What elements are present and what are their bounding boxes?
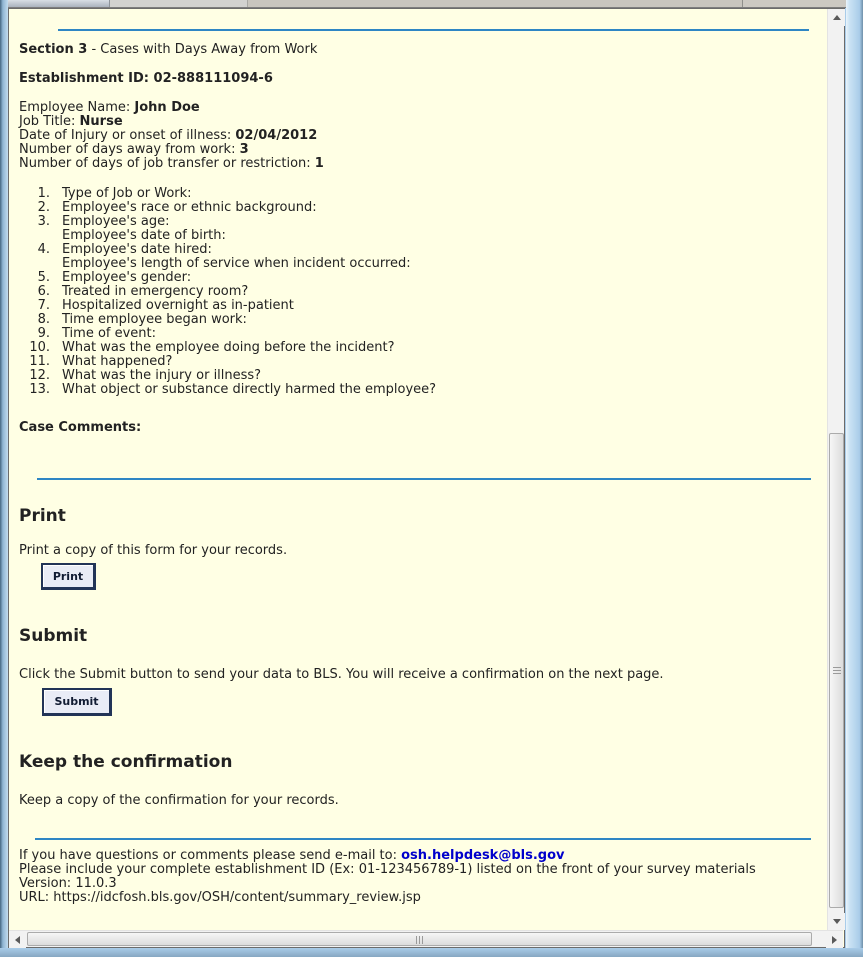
footer-block	[19, 849, 815, 905]
footer-include-id-line: Please include your complete establishment ID (Ex: 01-123456789-1) listed on the front of your survey materials	[19, 862, 756, 877]
employee-info-block	[19, 101, 815, 171]
case-question-item	[19, 341, 815, 355]
field-label: Date of Injury or onset of illness:	[19, 128, 236, 143]
question-number: 6.	[37, 284, 50, 299]
horizontal-scrollbar-track[interactable]	[26, 931, 826, 948]
case-question-item	[19, 313, 815, 327]
case-question-item	[19, 215, 815, 243]
question-number: 7.	[37, 298, 50, 313]
window-border-left	[0, 0, 8, 957]
horizontal-scrollbar-thumb[interactable]	[27, 932, 812, 946]
section-label: Section 3	[19, 42, 88, 57]
question-number: 5.	[37, 270, 50, 285]
print-description: Print a copy of this form for your records.	[19, 543, 288, 558]
question-number: 2.	[37, 200, 50, 215]
question-number: 10.	[29, 340, 50, 355]
question-text: Employee's date of birth:	[62, 228, 226, 243]
chrome-strip-segment	[743, 0, 846, 7]
footer-version-line: Version: 11.0.3	[19, 876, 117, 891]
field-value: 3	[239, 142, 249, 157]
print-button[interactable]: Print	[41, 563, 96, 590]
case-question-item	[19, 285, 815, 299]
question-number: 1.	[37, 186, 50, 201]
question-number: 11.	[29, 354, 50, 369]
window-border-bottom	[0, 948, 863, 957]
question-text: What object or substance directly harmed the employee?	[62, 382, 437, 397]
case-questions-list	[19, 187, 815, 397]
injury-date-line	[19, 129, 815, 143]
question-number: 4.	[37, 242, 50, 257]
question-text: What was the injury or illness?	[62, 368, 262, 383]
footer-contact-line	[19, 849, 815, 863]
top-divider-rule	[58, 29, 809, 31]
keep-confirmation-heading: Keep the confirmation	[19, 752, 233, 772]
thumb-grip-icon	[833, 667, 841, 674]
question-number: 13.	[29, 382, 50, 397]
document-frame	[8, 8, 845, 948]
field-label: Number of days away from work:	[19, 142, 240, 157]
question-text: Employee's length of service when incident occurred:	[62, 256, 411, 271]
case-question-item	[19, 355, 815, 369]
question-text: Employee's date hired:	[62, 242, 212, 257]
case-question-item	[19, 271, 815, 285]
case-question-item	[19, 187, 815, 201]
scroll-down-button[interactable]	[828, 913, 845, 930]
submit-heading: Submit	[19, 626, 88, 646]
question-text: Type of Job or Work:	[62, 186, 192, 201]
field-label: Job Title:	[19, 114, 80, 129]
days-transfer-line	[19, 157, 815, 171]
vertical-scrollbar[interactable]	[827, 9, 844, 930]
question-text: Time employee began work:	[62, 312, 247, 327]
horizontal-scrollbar[interactable]	[9, 930, 843, 947]
field-value: 1	[314, 156, 324, 171]
field-value: 02/04/2012	[235, 128, 318, 143]
scroll-left-icon	[15, 936, 20, 944]
question-text: Employee's race or ethnic background:	[62, 200, 317, 215]
employee-name-line	[19, 101, 815, 115]
scroll-up-icon	[833, 15, 841, 20]
days-away-line	[19, 143, 815, 157]
mid-divider-rule	[37, 478, 811, 480]
footer-contact-prefix: If you have questions or comments please send e-mail to:	[19, 848, 402, 863]
chrome-strip-segment	[248, 0, 743, 7]
question-number: 12.	[29, 368, 50, 383]
scroll-right-button[interactable]	[826, 931, 843, 948]
print-heading: Print	[19, 506, 66, 526]
field-label: Employee Name:	[19, 100, 135, 115]
footer-divider-rule	[35, 838, 811, 840]
question-text: Employee's age:	[62, 214, 170, 229]
question-number: 9.	[37, 326, 50, 341]
section-title	[19, 43, 815, 57]
scroll-up-button[interactable]	[828, 9, 845, 26]
case-question-item	[19, 327, 815, 341]
scroll-right-icon	[832, 936, 837, 944]
keep-confirmation-description: Keep a copy of the confirmation for your records.	[19, 793, 339, 808]
scroll-down-icon	[833, 919, 841, 924]
question-text: Treated in emergency room?	[62, 284, 249, 299]
question-text: Hospitalized overnight as in-patient	[62, 298, 294, 313]
question-number: 8.	[37, 312, 50, 327]
chrome-remnant-strip	[8, 0, 846, 8]
field-value: John Doe	[134, 100, 200, 115]
case-question-item	[19, 299, 815, 313]
question-text: What was the employee doing before the incident?	[62, 340, 395, 355]
question-text: What happened?	[62, 354, 173, 369]
submit-description: Click the Submit button to send your data to BLS. You will receive a confirmation on the next page.	[19, 667, 664, 682]
document-viewport	[9, 9, 825, 930]
chrome-strip-segment	[8, 0, 110, 7]
submit-button[interactable]: Submit	[42, 688, 112, 716]
window-border-right	[846, 0, 863, 957]
field-value: Nurse	[79, 114, 123, 129]
question-text: Time of event:	[62, 326, 157, 341]
scroll-left-button[interactable]	[9, 931, 26, 948]
question-text: Employee's gender:	[62, 270, 192, 285]
section-title-rest: - Cases with Days Away from Work	[87, 42, 318, 57]
thumb-grip-icon	[416, 936, 423, 944]
case-question-item	[19, 201, 815, 215]
case-question-item	[19, 383, 815, 397]
establishment-id: Establishment ID: 02-888111094-6	[19, 71, 273, 86]
vertical-scrollbar-thumb[interactable]	[829, 433, 844, 908]
question-number: 3.	[37, 214, 50, 229]
helpdesk-email-link[interactable]: osh.helpdesk@bls.gov	[401, 848, 565, 863]
footer-url-line: URL: https://idcfosh.bls.gov/OSH/content/summary_review.jsp	[19, 890, 421, 905]
chrome-strip-segment	[110, 0, 248, 7]
case-comments-label: Case Comments:	[19, 420, 142, 435]
field-label: Number of days of job transfer or restriction:	[19, 156, 315, 171]
case-question-item	[19, 369, 815, 383]
case-question-item	[19, 243, 815, 271]
job-title-line	[19, 115, 815, 129]
